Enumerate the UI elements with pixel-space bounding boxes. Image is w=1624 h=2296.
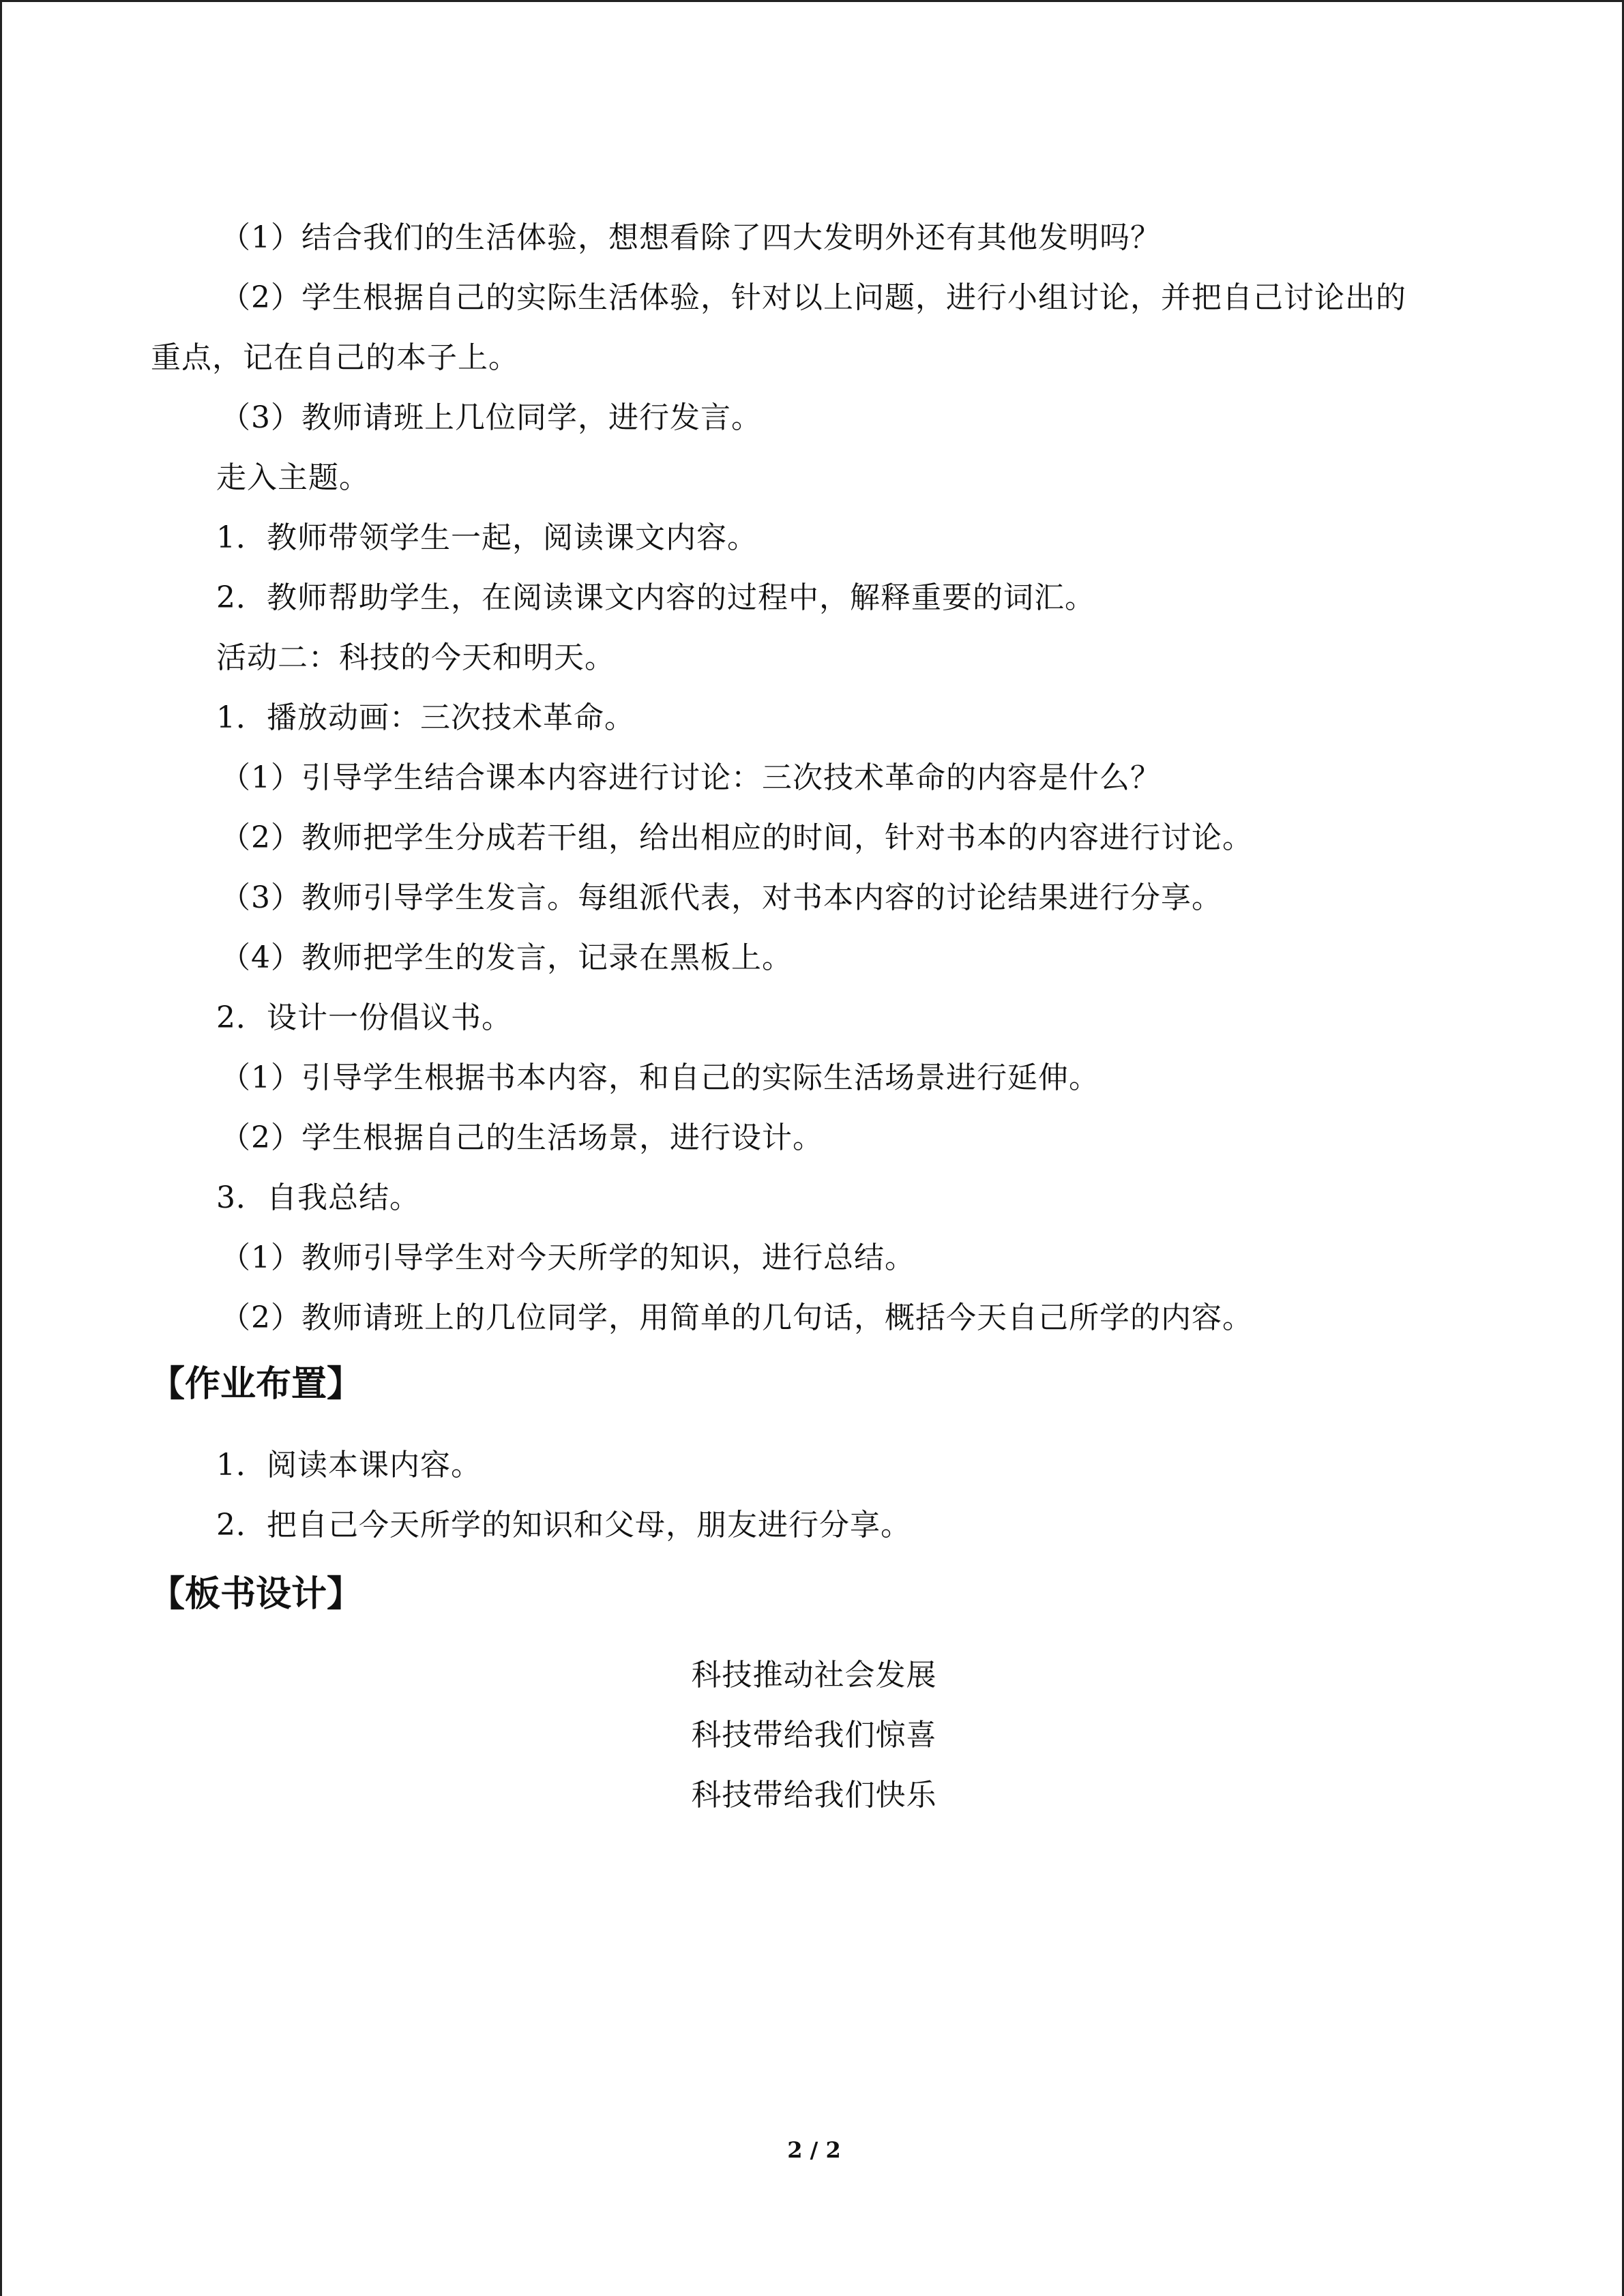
homework-item: 1．阅读本课内容。	[216, 1448, 482, 1482]
body-line: 1．教师带领学生一起，阅读课文内容。	[216, 520, 758, 555]
board-line: 科技带给我们惊喜	[691, 1718, 937, 1753]
body-line: （1）引导学生结合课本内容进行讨论：三次技术革命的内容是什么？	[220, 760, 1161, 795]
body-line: 走入主题。	[216, 460, 370, 495]
body-line: 2．设计一份倡议书。	[216, 1000, 512, 1035]
body-line: （1）教师引导学生对今天所学的知识，进行总结。	[220, 1240, 915, 1275]
body-line: （2）教师请班上的几位同学，用简单的几句话，概括今天自己所学的内容。	[220, 1300, 1253, 1335]
body-line: 2．教师帮助学生，在阅读课文内容的过程中，解释重要的词汇。	[216, 580, 1095, 615]
body-line: （2）学生根据自己的生活场景，进行设计。	[220, 1120, 823, 1155]
body-line: （2）学生根据自己的实际生活体验，针对以上问题，进行小组讨论，并把自己讨论出的	[220, 280, 1406, 315]
board-line: 科技推动社会发展	[691, 1658, 937, 1693]
body-line: 重点，记在自己的本子上。	[151, 340, 519, 375]
board-design-heading: 【板书设计】	[149, 1574, 363, 1615]
body-line: （2）教师把学生分成若干组，给出相应的时间，针对书本的内容进行讨论。	[220, 820, 1253, 855]
page-number: 2 / 2	[787, 2137, 841, 2163]
body-line: （1）引导学生根据书本内容，和自己的实际生活场景进行延伸。	[220, 1060, 1099, 1095]
body-line: （4）教师把学生的发言，记录在黑板上。	[220, 940, 793, 975]
body-line: （3）教师引导学生发言。每组派代表，对书本内容的讨论结果进行分享。	[220, 880, 1222, 915]
body-line: 活动二：科技的今天和明天。	[216, 640, 615, 675]
body-line: （3）教师请班上几位同学，进行发言。	[220, 400, 762, 435]
board-line: 科技带给我们快乐	[691, 1778, 937, 1813]
homework-item: 2．把自己今天所学的知识和父母，朋友进行分享。	[216, 1508, 911, 1542]
body-line: （1）结合我们的生活体验，想想看除了四大发明外还有其他发明吗？	[220, 220, 1161, 255]
body-line: 3．自我总结。	[216, 1180, 420, 1215]
homework-heading: 【作业布置】	[149, 1364, 363, 1405]
body-line: 1．播放动画：三次技术革命。	[216, 700, 635, 735]
